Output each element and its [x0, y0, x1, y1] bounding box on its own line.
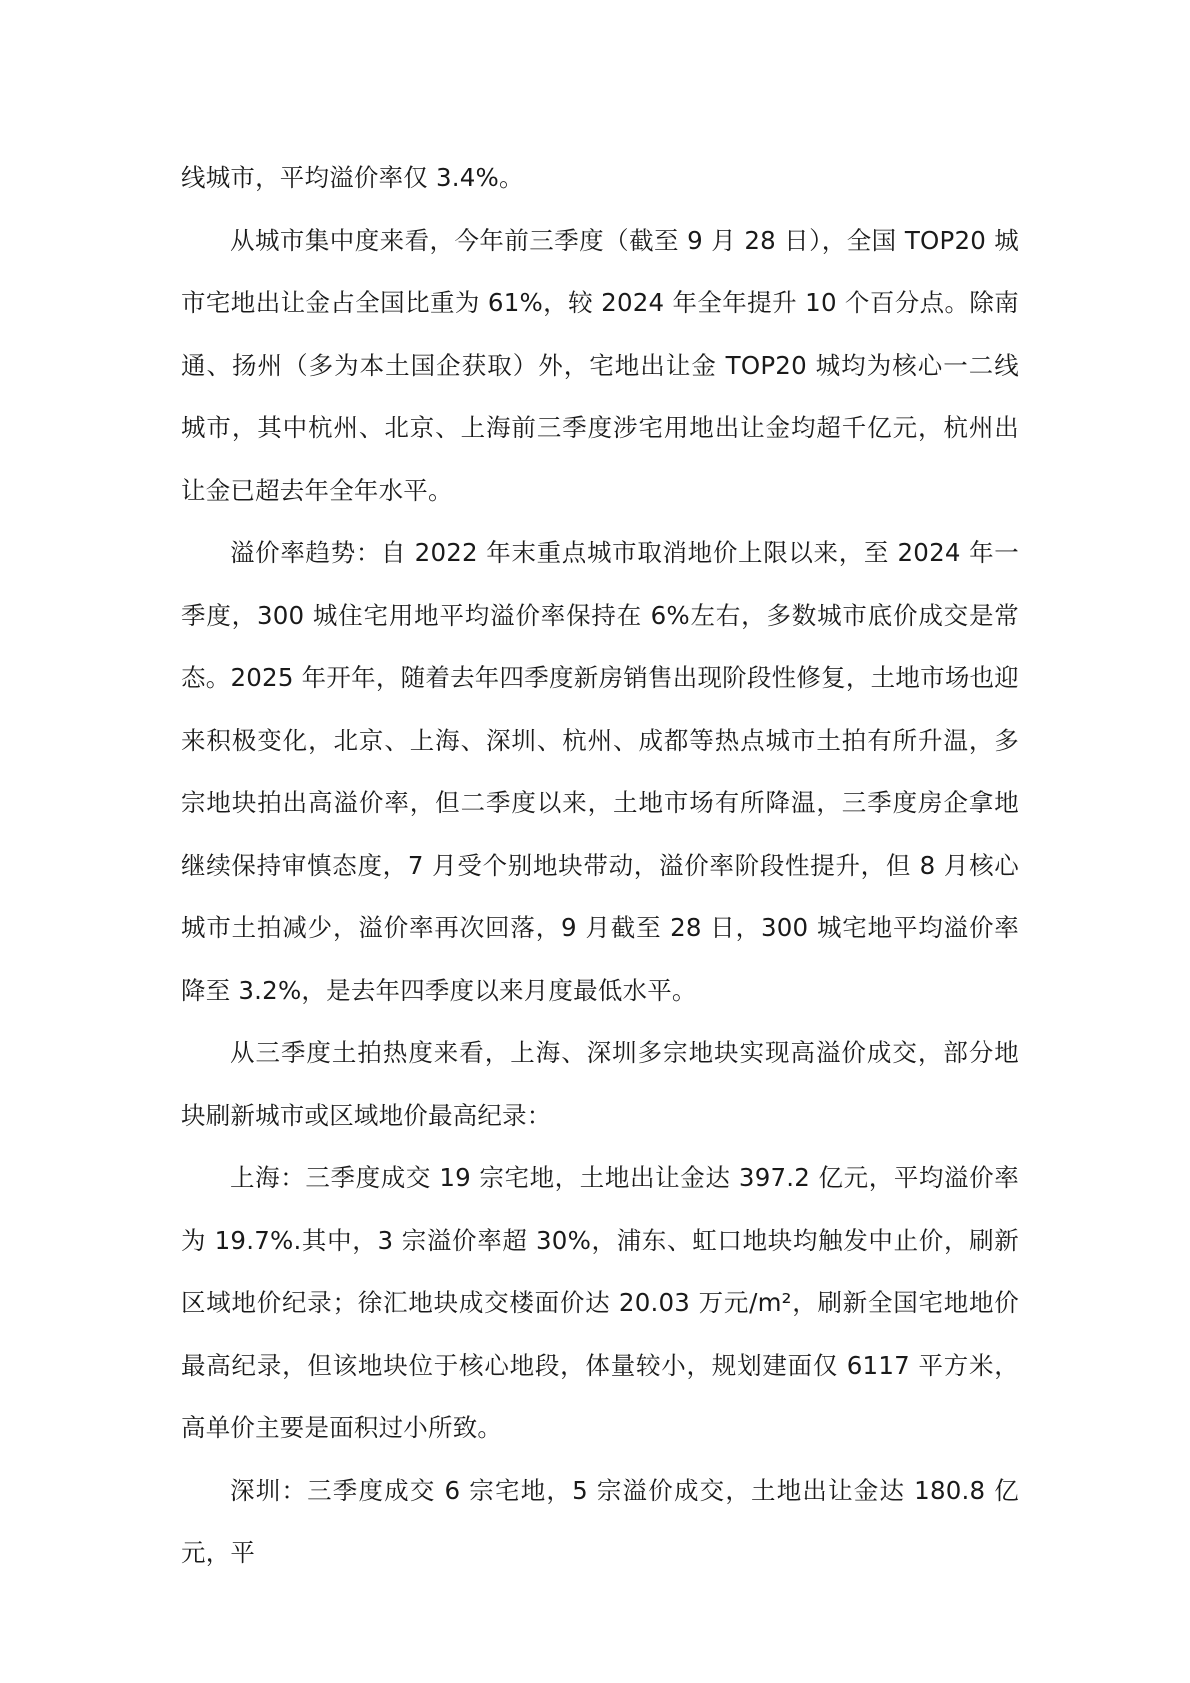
paragraph-continuation: 线城市，平均溢价率仅 3.4%。	[181, 163, 524, 192]
paragraph-q3-auction-heat: 从三季度土拍热度来看，上海、深圳多宗地块实现高溢价成交，部分地块刷新城市或区域地价最高纪录：	[181, 1038, 1019, 1130]
paragraph-premium-trend: 溢价率趋势：自 2022 年末重点城市取消地价上限以来，至 2024 年一季度，300 城住宅用地平均溢价率保持在 6%左右，多数城市底价成交是常态。2025 年开年，随着去年四季度新房销售出现阶段性修复，土地市场也迎来积极变化，北京、上海、深圳、杭州、成都等热点城市土拍有所升温，多宗地块拍出高溢价率，但二季度以来，土地市场有所降温，三季度房企拿地继续保持审慎态度，7 月受个别地块带动，溢价率阶段性提升，但 8 月核心城市土拍减少，溢价率再次回落，9 月截至 28 日，300 城宅地平均溢价率降至 3.2%，是去年四季度以来月度最低水平。	[181, 538, 1019, 1005]
paragraph-city-concentration: 从城市集中度来看，今年前三季度（截至 9 月 28 日），全国 TOP20 城市宅地出让金占全国比重为 61%，较 2024 年全年提升 10 个百分点。除南通、扬州（多为本土国企获取）外，宅地出让金 TOP20 城均为核心一二线城市，其中杭州、北京、上海前三季度涉宅用地出让金均超千亿元，杭州出让金已超去年全年水平。	[181, 225, 1019, 505]
paragraph-shenzhen: 深圳：三季度成交 6 宗宅地，5 宗溢价成交，土地出让金达 180.8 亿元，平	[181, 1475, 1019, 1567]
paragraph-shanghai: 上海：三季度成交 19 宗宅地，土地出让金达 397.2 亿元，平均溢价率为 19.7%.其中，3 宗溢价率超 30%，浦东、虹口地块均触发中止价，刷新区域地价纪录；徐汇地块成交楼面价达 20.03 万元/m²，刷新全国宅地地价最高纪录，但该地块位于核心地段，体量较小，规划建面仅 6117 平方米，高单价主要是面积过小所致。	[181, 1163, 1019, 1442]
body-text	[181, 147, 1019, 1585]
